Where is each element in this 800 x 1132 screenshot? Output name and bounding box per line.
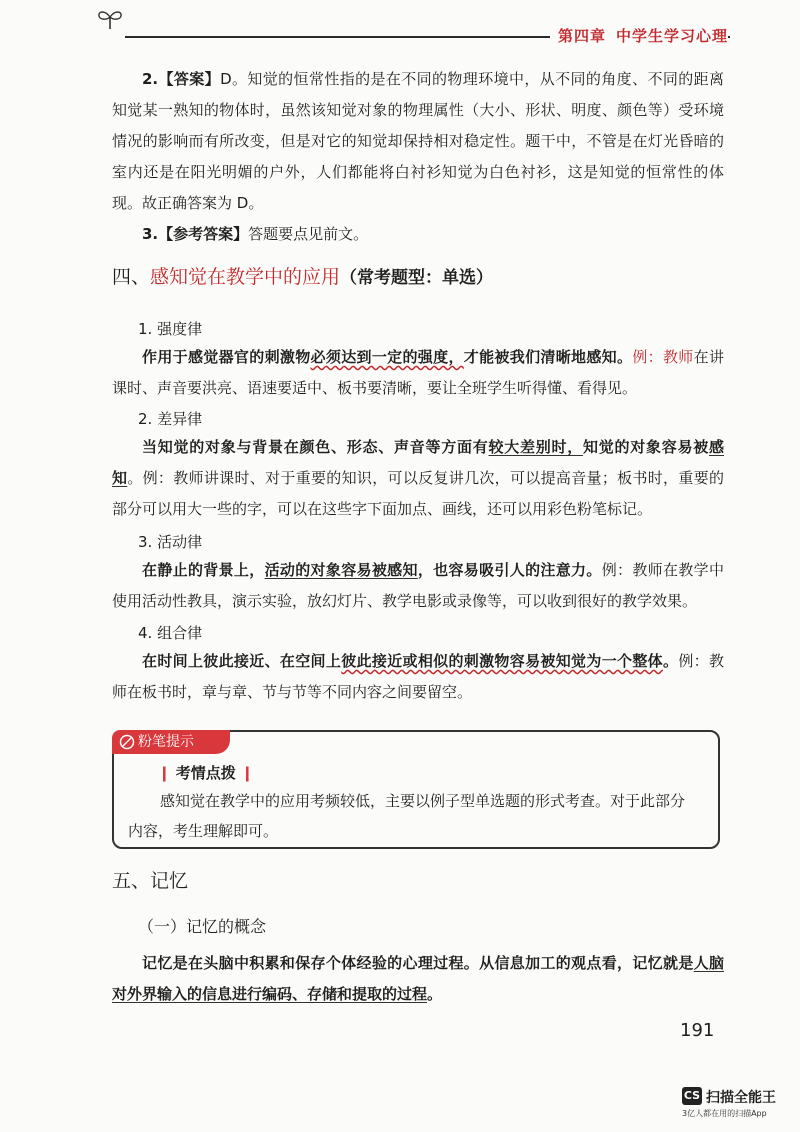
text-segment: 知觉的对象容易被 (582, 438, 709, 456)
rule-body-intensity (112, 342, 724, 404)
sprout-icon (95, 8, 125, 30)
text-segment: 彼此接近或相似的刺激物容易被知觉为一个整体 (341, 652, 663, 670)
text-segment: 在时间上彼此接近、在空间上 (142, 652, 342, 670)
memory-definition (112, 948, 724, 1010)
text-segment: 较大差别时， (488, 438, 583, 456)
text-segment: 例：教师 (632, 348, 694, 366)
chapter-number: 第四章 (557, 27, 606, 45)
section-4-heading (112, 264, 493, 291)
text-segment: 当知觉的对象与背景在颜色、形态、声音等方面有 (142, 438, 489, 456)
answer-2-text: D。知觉的恒常性指的是在不同的物理环境中，从不同的角度、不同的距离知觉某一熟知的物体时，虽然该知觉对象的物理属性（大小、形状、明度、颜色等）受环境情况的影响而有所改变，但是对它的知觉却保持相对稳定性。题干中，不管是在灯光昏暗的室内还是在阳光明媚的户外，人们都能将白衬衫知觉为白色衬衫，这是知觉的恒常性的体现。故正确答案为 D。 (112, 70, 724, 212)
tip-box (112, 730, 720, 849)
watermark-tagline: 3亿人都在用的扫描App (682, 1109, 767, 1118)
text-segment: ，也容易吸引人的注意力。 (417, 561, 602, 579)
section-4-title: 感知觉在教学中的应用 (150, 266, 341, 288)
text-segment: 人脑对外界输入的信息进行编码、存储和提取的过程 (112, 954, 724, 1003)
rule-body-difference (112, 432, 724, 525)
text-segment: 记忆是在头脑中积累和保存个体经验的心理过程。从信息加工的观点看，记忆就是 (142, 954, 694, 972)
page-header (95, 0, 800, 52)
answer-3 (112, 219, 724, 250)
tip-tab-label: 粉笔提示 (138, 734, 194, 750)
tip-tab (112, 730, 230, 754)
text-segment: 。 (662, 652, 679, 670)
page-number: 191 (680, 1020, 715, 1041)
section-4-number: 四、 (112, 266, 151, 288)
text-segment: 例：教师在板书时，章与章、节与节等不同内容之间要留空。 (112, 652, 724, 701)
rule-heading-difference: 2. 差异律 (138, 410, 203, 428)
text-segment: 活动的对象容易被感知 (264, 561, 418, 579)
chapter-title (550, 25, 728, 46)
rule-heading-intensity: 1. 强度律 (138, 320, 203, 338)
answer-2 (112, 64, 724, 219)
tip-subtitle-text: 考情点拨 (175, 764, 236, 782)
watermark-app-name: 扫描全能王 (706, 1090, 776, 1106)
rule-heading-combination: 4. 组合律 (138, 624, 203, 642)
rule-heading-activity: 3. 活动律 (138, 533, 203, 551)
text-segment: 在讲课时、声音要洪亮、语速要适中、板书要清晰，要让全班学生听得懂、看得见。 (112, 348, 724, 397)
text-segment: 感知 (112, 438, 724, 487)
text-segment: 例：教师在教学中使用活动性教具，演示实验，放幻灯片、教学电影或录像等，可以收到很好的教学效果。 (112, 561, 724, 610)
tip-subtitle: ❙ 考情点拨 ❙ (158, 764, 254, 782)
text-segment: 作用于感觉器官的刺激物 (142, 348, 311, 366)
subsection-heading: （一）记忆的概念 (138, 917, 267, 936)
text-segment: 。 (427, 985, 443, 1003)
answer-2-label: 2.【答案】 (142, 70, 221, 88)
chapter-name: 中学生学习心理 (615, 27, 728, 45)
text-segment: 才能被我们清晰地感知。 (463, 348, 633, 366)
answer-3-label: 3.【参考答案】 (142, 225, 249, 243)
rule-body-combination (112, 646, 724, 708)
text-segment: 。例：教师讲课时、对于重要的知识，可以反复讲几次，可以提高音量；板书时，重要的部分可以用大一些的字，可以在这些字下面加点、画线，还可以用彩色粉笔标记。 (112, 469, 724, 518)
text-segment: 在静止的背景上， (142, 561, 265, 579)
text-segment: 必须达到一定的强度， (310, 348, 464, 366)
cs-logo-icon: CS (682, 1087, 702, 1105)
rule-body-activity (112, 555, 724, 617)
chalk-icon (119, 734, 135, 750)
section-5-heading: 五、记忆 (112, 870, 189, 892)
answer-3-text: 答题要点见前文。 (248, 225, 369, 243)
section-4-question-type: （常考题型：单选） (340, 268, 494, 288)
tip-text: 感知觉在教学中的应用考频较低，主要以例子型单选题的形式考查。对于此部分内容，考生理解即可。 (128, 792, 686, 840)
